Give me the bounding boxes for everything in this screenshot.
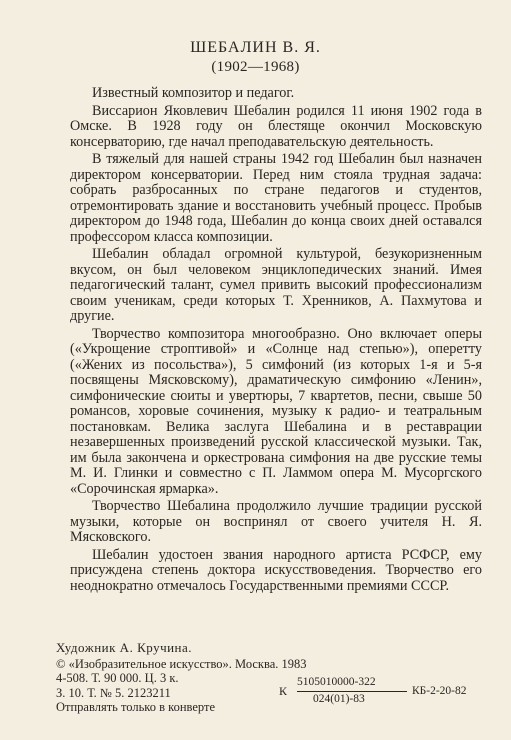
code-denominator: 024(01)-83 <box>313 693 365 705</box>
composer-name: ШЕБАЛИН В. Я. <box>190 39 321 56</box>
print-info-line: З. 10. Т. № 5. 2123211 <box>56 685 171 700</box>
code-numerator: 5105010000-322 <box>297 676 376 688</box>
paragraph: Известный композитор и педагог. <box>92 85 295 101</box>
mailing-note: Отправлять только в конверте <box>56 699 216 714</box>
catalog-code <box>279 676 479 716</box>
code-letter: К <box>279 684 288 698</box>
composer-years: (1902—1968) <box>211 59 300 75</box>
paragraph: Творчество Шебалина продолжило лучшие традиции русской музыки, которые он воспринял от своего учителя Н. Я. Мясковского. <box>70 498 482 545</box>
code-kb: КБ-2-20-82 <box>412 685 467 697</box>
print-info-line: 4-508. Т. 90 000. Ц. 3 к. <box>56 671 179 686</box>
fraction-divider <box>297 691 407 692</box>
paragraph: Шебалин обладал огромной культурой, безукоризненным вкусом, он был человеком энциклопедических знаний. Имея педагогический талант, сумел привить высокий профессионализм своим ученикам, среди которых Т. Хренников, А. Пахмутова и другие. <box>70 246 482 324</box>
publisher-line: © «Изобразительное искусство». Москва. 1983 <box>56 657 307 672</box>
artist-credit: Художник А. Кручина. <box>56 640 193 655</box>
biography-text <box>70 86 482 596</box>
paragraph: В тяжелый для нашей страны 1942 год Шебалин был назначен директором консерватории. Перед ним стояла трудная задача: собрать разбросанных по стране педагогов и студентов, отремонтировать здание и восстановить учебный процесс. Пробыв директором до 1948 года, Шебалин до конца своих дней оставался профессором класса композиции. <box>70 151 482 245</box>
paragraph: Шебалин удостоен звания народного артиста РСФСР, ему присуждена степень доктора искусствоведения. Творчество его неоднократно отмечалось Государственными премиями СССР. <box>70 546 482 594</box>
paragraph: Творчество композитора многообразно. Оно включает оперы («Укрощение строптивой» и «Солнце над степью»), оперетту («Жених из посольства»), 5 симфоний (из которых 1-я и 5-я посвящены Мясковскому), драматическую симфонию «Ленин», симфонические сюиты и увертюры, 7 квартетов, песни, свыше 50 романсов, хоровые сочинения, музыку к радио- и театральным постановкам. Велика заслуга Шебалина и в реставрации незавершенных произведений русской классической музыки. Так, им была закончена и оркестрована симфония на две русские темы М. И. Глинки и совместно с П. Ламмом опера М. Мусоргского «Сорочинская ярмарка». <box>70 325 482 497</box>
paragraph: Виссарион Яковлевич Шебалин родился 11 июня 1902 года в Омске. В 1928 году он блестяще окончил Московскую консерваторию, где начал преподавательскую деятельность. <box>70 102 482 150</box>
